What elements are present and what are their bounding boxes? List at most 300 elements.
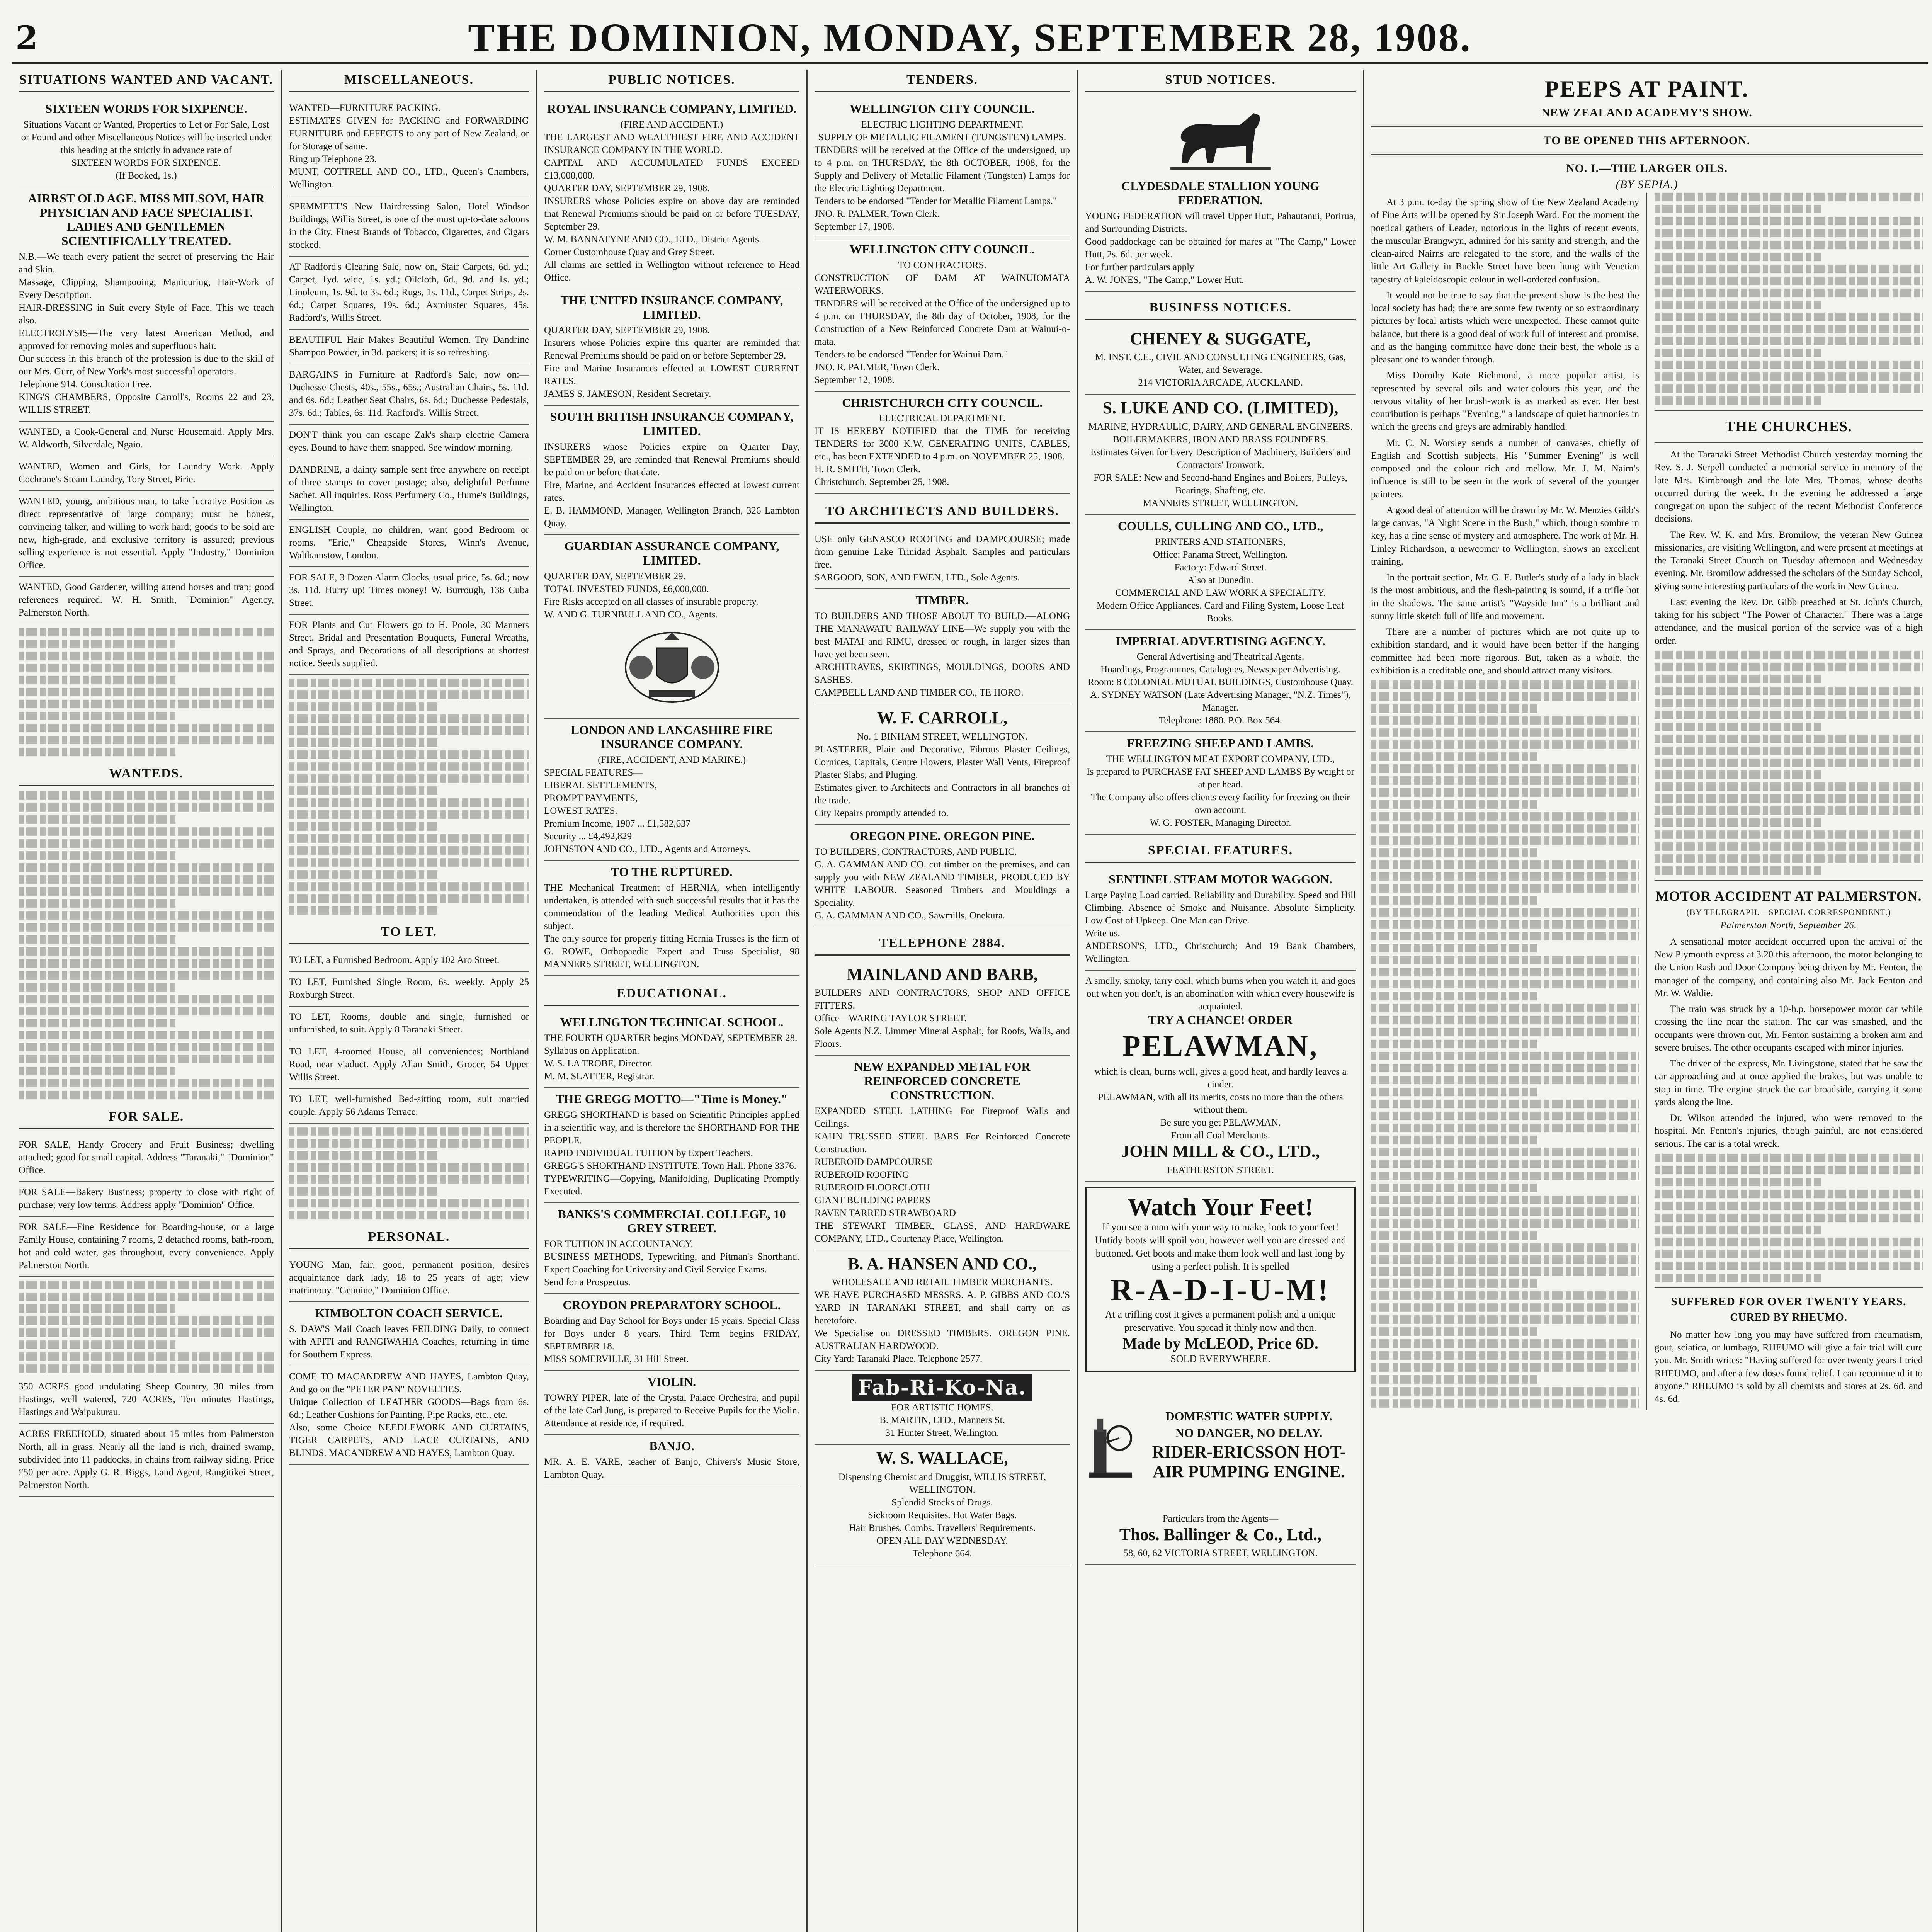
fine-print [1371,1076,1639,1084]
article-paragraph: Miss Dorothy Kate Richmond, a more popular artist, is represented by several oils and water-colours this year, and the nervous vitality of her brush-work is as marked as ever. Her best contribution is perhaps "Evening," a landscape of quiet harmonies in which the greens and greys are admirably handled. [1371,370,1639,432]
fine-print [1371,956,1639,964]
ad-body: GREGG SHORTHAND is based on Scientific Principles applied in a scientific way, and is therefore the SHORTHAND FOR THE PEOPLE. RAPID INDIVIDUAL TUITION by Expert Teachers. GREGG'S SHORTHAND INSTITUTE, Town Hall. Phone 3376. TYPEWRITING—Copying, Manifolding, Duplicating Promptly Executed. [544,1109,799,1197]
ad-royal-insurance [544,98,799,289]
ad-subtitle: No. 1 BINHAM STREET, WELLINGTON. [857,731,1028,742]
divider [1371,154,1923,155]
fine-print [289,786,438,795]
section-header-wanteds: WANTEDS. [19,763,274,786]
fine-print [19,1304,177,1313]
article-paragraph: At the Taranaki Street Methodist Church yesterday morning the Rev. S. J. Serpell conducted a memorial service in memory of the late Mrs. Kimbrough and the late Mrs. Thomas, whose deaths occurred during the week. In the evening he addressed a large congregation upon the subject of the recent Methodist Conference decisions. [1655,449,1923,524]
ad-for-sale [19,1182,274,1217]
ad-sentinel [1085,868,1356,971]
fine-print [1371,896,1537,905]
fine-print [1371,1136,1537,1144]
fine-print [1371,812,1639,821]
pump-engine-icon [1085,1385,1136,1509]
ad-body: QUARTER DAY, SEPTEMBER 29. TOTAL INVESTED FUNDS, £6,000,000. Fire Risks accepted on all classes of insurable property. W. AND G. TURNBULL AND CO., Agents. [544,571,759,620]
ad-text: TO LET, Rooms, double and single, furnished or unfurnished, to suit. Apply 8 Taranaki Street. [289,1012,529,1035]
ad-subtitle: (FIRE AND ACCIDENT.) [620,119,723,130]
section-header-special: SPECIAL FEATURES. [1085,840,1356,863]
fine-print [1655,806,1923,815]
fine-print [289,690,529,699]
fine-print [1655,747,1923,755]
fine-print [1371,908,1639,917]
fine-print [1655,241,1923,249]
fine-print [1655,384,1923,393]
ad-title: TO THE RUPTURED. [611,865,733,879]
fine-print [1655,1202,1923,1210]
masthead [12,8,1928,64]
ad-title: LONDON AND LANCASHIRE FIRE INSURANCE COMPANY. [571,723,773,751]
ad-title: CHRISTCHURCH CITY COUNCIL. [842,395,1043,410]
ad-novelties [289,1366,529,1465]
ad-wallace-chemist [815,1445,1070,1565]
ad-title: THE UNITED INSURANCE COMPANY, LIMITED. [560,293,783,321]
fine-print [19,724,274,732]
fine-print [1371,1279,1537,1288]
fine-print [19,1067,177,1075]
ad-text: BARGAINS in Furniture at Radford's Sale, now on:—Duchesse Chests, 40s., 55s., 65s.; Australian Chairs, 5s. 11d. and 6s. 6d.; Leather Seat Chairs, 6s. 6d.; Duchesse Pedestals, 37s. 6d.; Tables, 6s. 11d. Radford's, Willis Street. [289,369,529,418]
divider [1371,126,1923,127]
section-header-situations: SITUATIONS WANTED AND VACANT. [19,70,274,92]
fine-print [1655,1214,1923,1222]
fine-print [19,1352,274,1361]
fine-print [1655,361,1923,369]
fine-print [1371,1016,1639,1024]
fine-print [1371,1303,1639,1312]
ad-croydon-school [544,1294,799,1371]
fine-print [19,688,274,696]
fine-print [1655,1178,1821,1186]
fine-print [19,1007,274,1015]
ad-for-sale [19,1376,274,1424]
ad-text: FOR SALE, 3 Dozen Alarm Clocks, usual price, 5s. 6d.; now 3s. 11d. Hurry up! Times money! W. Burrough, 138 Cuba Street. [289,572,529,608]
fine-print [19,911,274,920]
fine-print [19,1055,274,1063]
fine-print [289,834,529,843]
ad-wanted [19,456,274,491]
fine-print [1371,1148,1639,1156]
ad-dandrine-sample [289,459,529,520]
ad-imperial-advertising [1085,630,1356,733]
fine-print [1371,1052,1639,1060]
ad-text: DON'T think you can escape Zak's sharp electric Camera eyes. Bound to have them snapped. See window morning. [289,430,529,453]
fine-print [1371,980,1639,988]
fine-print [1371,1315,1639,1324]
ad-title: MAINLAND AND BARB, [846,964,1038,984]
ad-text: FOR Plants and Cut Flowers go to H. Poole, 30 Manners Street. Bridal and Presentation Bouquets, Funeral Wreaths, and Sprays, and Decorations of all descriptions at shortest notice. Seeds supplied. [289,620,529,668]
fine-print [19,1079,274,1087]
radium-body: At a trifling cost it gives a permanent polish and a unique preservative. You spread it thinly now and then. [1105,1309,1336,1333]
ad-text: YOUNG Man, fair, good, permanent position, desires acquaintance dark lady, 18 to 25 years of age; view matrimony. "Genuine," Dominion Office. [289,1260,529,1296]
motor-headline: MOTOR ACCIDENT AT PALMERSTON. [1655,888,1922,904]
fine-print [289,750,529,759]
fine-print [1371,1243,1639,1252]
fine-print [1371,752,1537,761]
ad-title: ROYAL INSURANCE COMPANY, LIMITED. [547,102,797,116]
ad-technical-school [544,1011,799,1088]
ad-text: AT Radford's Clearing Sale, now on, Stair Carpets, 6d. yd.; Carpet, 1yd. wide, 1s. yd.; Oilcloth, 6d., 9d. and 1s. yd.; Linoleum, 1s. 9d. to 3s. 6d.; Rugs, 1s. 11d., Carpet Strips, 2s. 6d.; Carpet Squares, 19s. 6d.; Axminster Squares, 45s. Radford's, Willis Street. [289,262,529,323]
ad-to-let [289,1089,529,1124]
ad-text: TO LET, a Furnished Bedroom. Apply 102 Aro Street. [289,955,500,965]
fine-print [1655,217,1923,225]
ad-try: TRY A CHANCE! ORDER [1148,1012,1293,1027]
ad-body: THE WELLINGTON MEAT EXPORT COMPANY, LTD., Is prepared to PURCHASE FAT SHEEP AND LAMBS By weight or at per head. The Company also offers clients every facility for freezing on their own account. W. G. FOSTER, Managing Director. [1087,754,1354,828]
fine-print [19,803,274,812]
page-number: 2 [15,19,38,57]
fine-print [1655,830,1923,839]
ad-english-couple [289,520,529,567]
ad-intro: A smelly, smoky, tarry coal, which burns when you watch it, and goes out when you don't, is an abomination with which every housewife is acquainted. [1085,975,1356,1012]
newspaper-title: THE DOMINION, MONDAY, SEPTEMBER 28, 1908. [468,15,1472,60]
article-headline: PEEPS AT PAINT. [1544,76,1749,102]
ad-title: WELLINGTON CITY COUNCIL. [849,102,1035,116]
pump-agents: Particulars from the Agents— [1162,1513,1279,1524]
fine-print [19,1091,274,1099]
fine-print [1655,782,1923,791]
ad-title: W. S. WALLACE, [876,1449,1009,1468]
fine-print [1371,848,1537,857]
ad-address: FEATHERSTON STREET. [1167,1165,1274,1175]
fine-print [1371,944,1537,952]
ad-furniture-packing [289,98,529,196]
ad-tender-lamps [815,98,1070,238]
article-subhead: NO. I.—THE LARGER OILS. [1566,162,1728,175]
fine-print [19,839,274,848]
fine-print [1371,932,1639,940]
fine-print [1371,1387,1639,1396]
fine-print [1371,968,1639,976]
ad-united-insurance [544,289,799,406]
ad-text: SPEMMETT'S New Hairdressing Salon, Hotel Windsor Buildings, Willis Street, is one of the most up-to-date saloons in the City. Finest Brands of Tobacco, Cigarettes, and Cigars stocked. [289,201,529,250]
ad-south-british [544,406,799,535]
fine-print [289,1151,438,1160]
fine-print [1655,253,1821,261]
fine-print [1655,854,1923,863]
fine-print [289,714,529,723]
ad-body: CONSTRUCTION OF DAM AT WAINUIOMATA WATERWORKS. TENDERS will be received at the Office of the undersigned up to 4 p.m. on THURSDAY, the 8th day of October, 1908, for the Construction of a New Reinforced Concrete Dam at Wainui-o-mata. Tenders to be endorsed "Tender for Wainui Dam." JNO. R. PALMER, Town Clerk. September 12, 1908. [815,272,1070,385]
ad-text: BEAUTIFUL Hair Makes Beautiful Women. Try Dandrine Shampoo Powder, in 3d. packets; it is so refreshing. [289,335,529,358]
ad-text: WANTED—FURNITURE PACKING. ESTIMATES GIVEN for PACKING and FORWARDING FURNITURE and EFFECTS to any part of New Zealand, or for Storage of same. Ring up Telephone 23. MUNT, COTTRELL AND CO., LTD., Queen's Chambers, Wellington. [289,103,529,190]
fine-print [289,858,529,867]
ad-banks-college [544,1203,799,1294]
divider [1655,880,1923,881]
section-header-business: BUSINESS NOTICES. [1085,297,1356,320]
article-paragraph: At 3 p.m. to-day the spring show of the New Zealand Academy of Fine Arts will be opened by Sir Joseph Ward. For the moment the poetical gathers of Leader, notorious in the lights of recent events, the muscular Brangwyn, admired for his sanity and strength, and the clean-aired Nairns are relegated to the store, and the walls of the little Art Gallery in Buckle Street have been hung with Venetian tapestry of kaleidoscopic colour in well-ordered confusion. [1371,197,1639,285]
ad-fabrikona [815,1371,1070,1445]
ad-body: BUILDERS AND CONTRACTORS, SHOP AND OFFICE FITTERS. Office—WARING TAYLOR STREET. Sole Agents N.Z. Limmer Mineral Asphalt, for Roofs, Walls, and Floors. [815,988,1070,1049]
ad-text: ENGLISH Couple, no children, want good Bedroom or rooms. "Eric," Cheapside Stores, Winn's Avenue, Walthamstow, London. [289,525,529,561]
fine-print [1655,1238,1923,1246]
ad-body: FOR TUITION IN ACCOUNTANCY. BUSINESS METHODS, Typewriting, and Pitman's Shorthand. Expert Coaching for University and Civil Service Exams. Send for a Prospectus. [544,1239,799,1288]
fine-print [19,947,274,956]
fine-print [1371,716,1639,725]
fine-print [289,1187,438,1196]
ad-body: IT IS HEREBY NOTIFIED that the TIME for receiving TENDERS for 3000 K.W. GENERATING UNITS, CABLES, etc., has been EXTENDED to 4 p.m. on NOVEMBER 25, 1908. H. R. SMITH, Town Clerk. Christchurch, September 25, 1908. [815,426,1070,488]
ad-for-sale [19,1424,274,1497]
ad-body: INSURERS whose Policies expire on Quarter Day, SEPTEMBER 29, are reminded that Renewal Premiums should be paid on or before that date. Fire, Marine, and Accident Insurances effected at lowest current rates. E. B. HAMMOND, Manager, Wellington Branch, 326 Lambton Quay. [544,441,799,529]
fine-print [1371,1267,1639,1276]
fine-print [19,1364,274,1373]
fine-print [19,628,274,636]
fine-print [1655,651,1923,659]
fine-print [1371,1184,1537,1192]
fine-print [19,700,274,708]
ad-carroll [815,704,1070,825]
ad-subtitle: NO DANGER, NO DELAY. [1175,1426,1323,1440]
fine-print [1655,313,1923,321]
ad-water-supply [1085,1377,1356,1565]
ad-body: Dispensing Chemist and Druggist, WILLIS STREET, WELLINGTON. Splendid Stocks of Drugs. Sickroom Requisites. Hot Water Bags. Hair Brushes. Combs. Travellers' Requirements. OPEN ALL DAY WEDNESDAY. Telephone 664. [838,1471,1046,1559]
ad-personal [289,1255,529,1302]
fine-print [1371,728,1639,737]
fine-print [1655,1262,1923,1270]
ad-stallion [1085,98,1356,292]
article-subhead: TO BE OPENED THIS AFTERNOON. [1543,134,1750,147]
fine-print [19,652,274,660]
divider [1655,1287,1923,1288]
fine-print [1371,1219,1639,1228]
fine-print [1371,1399,1639,1408]
ad-tender-christchurch [815,392,1070,494]
ad-expanded-metal [815,1056,1070,1250]
ad-title: CROYDON PREPARATORY SCHOOL. [563,1298,781,1312]
ad-title: S. LUKE AND CO. (LIMITED), [1102,398,1338,418]
ad-title: W. F. CARROLL, [877,708,1008,728]
fine-print [19,712,177,720]
fine-print [1371,1064,1639,1072]
article-body [1371,193,1923,1410]
fine-print [1655,301,1821,309]
ad-title: SOUTH BRITISH INSURANCE COMPANY, LIMITED. [550,410,794,438]
ad-text: USE only GENASCO ROOFING and DAMPCOURSE; made from genuine Lake Trinidad Asphalt. Samples and particulars free. SARGOOD, SON, AND EWEN, LTD., Sole Agents. [815,534,1070,583]
column-situations [12,70,282,1932]
ad-mainland-barr [815,961,1070,1056]
fine-print [1655,277,1923,285]
fine-print [1655,1190,1923,1198]
ad-coulls-culling [1085,515,1356,630]
fine-print [1655,1274,1821,1282]
ad-violin [544,1371,799,1435]
watch-title: Watch Your Feet! [1128,1193,1313,1221]
fine-print [1371,788,1639,797]
ad-hair-physician [19,187,274,422]
ad-body: WE HAVE PURCHASED MESSRS. A. P. GIBBS AND CO.'S YARD IN TARANAKI STREET, and shall carry on as heretofore. We Specialise on DRESSED TIMBERS. OREGON PINE. AUSTRALIAN HARDWOOD. City Yard: Taranaki Place. Telephone 2577. [815,1290,1070,1364]
fine-print [1371,1100,1639,1108]
ad-hansen [815,1250,1070,1371]
fine-print [289,1175,529,1184]
ad-banjo [544,1435,799,1486]
ad-to-let [289,1041,529,1089]
ad-genasco [815,529,1070,589]
fine-print [1655,699,1923,707]
fine-print [1371,704,1537,713]
fine-print [289,774,529,783]
fine-print [289,894,529,903]
fine-print [19,664,274,672]
fine-print [1655,372,1923,381]
ad-camera [289,425,529,459]
fine-print [19,887,274,896]
fine-print [289,810,529,819]
fine-print [1655,289,1923,297]
ad-body: which is clean, burns well, gives a good heat, and hardly leaves a cinder. PELAWMAN, with all its merits, costs no more than the others without them. Be sure you get PELAWMAN. From all Coal Merchants. [1094,1066,1347,1141]
ad-guardian-assurance [544,535,799,719]
ad-watch-your-feet [1085,1187,1356,1372]
pump-address: 58, 60, 62 VICTORIA STREET, WELLINGTON. [1123,1548,1318,1559]
rheumo-headline: SUFFERED FOR OVER TWENTY YEARS. [1671,1295,1906,1308]
article-paragraph: Mr. C. N. Worsley sends a number of canvases, chiefly of English and Scottish subjects. His "Summer Evening" is well composed and the colour rich and mellow. Mr. J. M. Nairn's influence is still to be seen in the work of several of the younger painters. [1371,437,1639,500]
ad-text: 350 ACRES good undulating Sheep Country, 30 miles from Hastings, well watered, 720 ACRES, Ten minutes Hastings, Hastings and Waipukurau. [19,1381,274,1417]
pump-row [1085,1381,1356,1512]
ad-sign: JOHN MILL & CO., LTD., [1121,1142,1320,1161]
ad-wanted [19,491,274,577]
ad-title: TIMBER. [915,593,969,607]
ad-body: Large Paying Load carried. Reliability and Durability. Speed and Hill Climbing. Absence of Smoke and Nuisance. Absolute Simplicity. Low Cost of Upkeep. One Man can Drive. Write us. ANDERSON'S, LTD., Christchurch; And 19 Bank Chambers, Wellington. [1085,889,1356,964]
ad-title: SENTINEL STEAM MOTOR WAGGON. [1109,872,1332,886]
ad-text: FOR SALE—Bakery Business; property to close with right of purchase; very low terms. Address apply "Dominion" Office. [19,1187,274,1210]
section-header-for-sale: FOR SALE. [19,1106,274,1129]
motor-dateline: Palmerston North, September 26. [1720,920,1857,930]
fine-print [1371,824,1639,833]
fine-print [1371,1004,1639,1012]
ad-body: General Advertising and Theatrical Agents. Hoardings, Programmes, Catalogues, Newspaper Advertising. Room: 8 COLONIAL MUTUAL BUILDINGS, Customhouse Quay. A. SYDNEY WATSON (Late Advertising Manager, "N.Z. Times"), Manager. Telephone: 1880. P.O. Box 564. [1088,651,1353,726]
ad-body: EXPANDED STEEL LATHING For Fireproof Walls and Ceilings. KAHN TRUSSED STEEL BARS For Reinforced Concrete Construction. RUBEROID DAMPCOURSE RUBEROID ROOFING RUBEROID FLOORCLOTH GIANT BUILDING PAPERS RAVEN TARRED STRAWBOARD THE STEWART TIMBER, GLASS, AND HARDWARE COMPANY, LTD., Courtenay Place, Wellington. [815,1105,1070,1244]
fine-print [1655,265,1923,273]
fine-print [289,762,529,771]
fine-print [1655,1154,1923,1162]
fine-print [289,906,438,915]
rates-body: Situations Vacant or Wanted, Properties to Let or For Sale, Lost or Found and other Miscellaneous Notices will be inserted under this heading at the strictly in advance rate of SIXTEEN WORDS FOR SIXPENCE. (If Booked, 1s.) [21,119,272,181]
fine-print [1655,675,1821,683]
article-paragraph: A good deal of attention will be drawn by Mr. W. Menzies Gibb's large canvas, "A Night Scene in the Bush," which, though sombre in key, has a fine sense of mystery and atmosphere. The work of Mr. H. Linley Richardson, a newcomer to Wellington, shows an excellent training. [1371,505,1639,567]
ad-subtitle: (FIRE, ACCIDENT, AND MARINE.) [598,755,746,765]
divider [1655,442,1923,443]
ad-subtitle: TO CONTRACTORS. [898,260,986,270]
radium-maker: Made by McLEOD, Price 6D. [1122,1334,1318,1352]
ad-dandrine [289,330,529,364]
ad-clearing-sale [289,257,529,330]
fine-print [1371,1291,1639,1300]
column-public-notices [537,70,808,1932]
fine-print [289,1139,529,1148]
fine-print [1655,1166,1923,1174]
ad-body: PLASTERER, Plain and Decorative, Fibrous Plaster Ceilings, Cornices, Capitals, Centre Flowers, Plaster Wall Vents, Fireproof Plaster Slabs, and Pluging. Estimates given to Architects and Contractors in all branches of the trade. City Repairs promptly attended to. [815,744,1070,818]
fine-print [1655,687,1923,695]
fine-print [1655,842,1923,851]
article-byline: (BY SEPIA.) [1616,178,1678,191]
fine-print [19,676,177,684]
fine-print [19,995,274,1003]
fine-print [1655,229,1923,237]
fine-print [19,971,274,980]
fine-print [1655,205,1821,213]
ad-tender-dam [815,238,1070,392]
fine-print [289,882,529,891]
fine-print [19,736,274,744]
fine-print [1371,920,1639,929]
ad-text: FOR SALE, Handy Grocery and Fruit Business; dwelling attached; good for small capital. Address "Taranaki," "Dominion" Office. [19,1139,274,1175]
fine-print [19,875,274,884]
pump-name: RIDER-ERICSSON HOT-AIR PUMPING ENGINE. [1152,1442,1346,1481]
fine-print [1371,740,1639,749]
ad-gregg-shorthand [544,1088,799,1203]
fine-print [19,1316,274,1325]
ad-alarm-clocks [289,567,529,615]
ad-body: TENDERS will be received at the Office of the undersigned, up to 4 p.m. on THURSDAY, the 8th OCTOBER, 1908, for the Supply and Delivery of Metallic Filament (Tungsten) Lamps for the Electric Lighting Department. Tenders to be endorsed "Tender for Metallic Filament Lamps." JNO. R. PALMER, Town Clerk. September 17, 1908. [815,145,1070,232]
ad-text: WANTED, Women and Girls, for Laundry Work. Apply Cochrane's Steam Laundry, Tory Street, Pirie. [19,461,274,485]
ad-subtitle: ELECTRICAL DEPARTMENT. [879,413,1005,424]
ad-flowers [289,615,529,675]
fine-print [19,791,274,800]
column-miscellaneous [282,70,537,1932]
ad-title: GUARDIAN ASSURANCE COMPANY, LIMITED. [564,539,779,567]
ad-title: COULLS, CULLING AND CO., LTD., [1117,519,1323,533]
ad-text: WANTED, a Cook-General and Nurse Housemaid. Apply Mrs. W. Aldworth, Silverdale, Ngaio. [19,426,274,450]
fine-print [1655,325,1923,333]
ad-text: TO LET, Furnished Single Room, 6s. weekly. Apply 25 Roxburgh Street. [289,977,529,1000]
article-subhead: NEW ZEALAND ACADEMY'S SHOW. [1541,106,1752,119]
column-tenders [808,70,1078,1932]
ad-body: MARINE, HYDRAULIC, DAIRY, AND GENERAL ENGINEERS. BOILERMAKERS, IRON AND BRASS FOUNDERS. Estimates Given for Every Description of Machinery, Builders' and Contractors' Ironwork. FOR SALE: New and Second-hand Engines and Boilers, Pulleys, Bearings, Shafting, etc. MANNERS STREET, WELLINGTON. [1088,421,1353,509]
ad-text: FOR SALE—Fine Residence for Boarding-house, or a large Family House, containing 7 rooms, 2 detached rooms, bath-room, hot and cold water, gas throughout, every convenience. Apply Palmerston North. [19,1221,274,1270]
ad-body: M. INST. C.E., CIVIL AND CONSULTING ENGINEERS, Gas, Water, and Sewerage. 214 VICTORIA ARCADE, AUCKLAND. [1095,352,1346,388]
ad-freezing [1085,732,1356,835]
article-paragraph: In the portrait section, Mr. G. E. Butler's study of a lady in black is the most ambitious, and the flesh-painting is sound, if a trifle hot in the shadows. The same artist's "Wayside Inn" is a brilliant and sunny little sketch full of life and movement. [1371,572,1639,621]
fine-print [289,822,438,831]
fine-print [1371,1040,1537,1048]
ad-text: TO LET, well-furnished Bed-sitting room, suit married couple. Apply 56 Adams Terrace. [289,1094,529,1117]
ad-body: FOR ARTISTIC HOMES. B. MARTIN, LTD., Manners St. 31 Hunter Street, Wellington. [879,1402,1005,1439]
ad-london-lancashire [544,719,799,861]
section-header-personal: PERSONAL. [289,1226,529,1249]
article-paragraph: It would not be true to say that the present show is the best the local society has had; there are some few twenty or so extraordinary pictures by local artists which were unexpected. These cannot quite balance, but there is a good deal of work full of interest and promise, and as the hanging committee have done their best, the whole is a pleasant one to wander through. [1371,290,1639,365]
ad-title: CHENEY & SUGGATE, [1130,329,1311,348]
fine-print [1371,872,1639,881]
rates-title: SIXTEEN WORDS FOR SIXPENCE. [45,102,247,116]
fine-print [1655,770,1821,779]
ad-title: WELLINGTON CITY COUNCIL. [849,242,1035,256]
fine-print [1371,1112,1639,1120]
ad-body: SPECIAL FEATURES— LIBERAL SETTLEMENTS, PROMPT PAYMENTS, LOWEST RATES. Premium Income, 1907 ... £1,582,637 Security ... £4,492,829 JOHNSTON AND CO., LTD., Agents and Attorneys. [544,767,751,855]
ad-furniture-bargains [289,364,529,425]
fine-print [1371,692,1639,701]
fine-print [1371,1172,1639,1180]
article-paragraph: A sensational motor accident occurred upon the arrival of the New Plymouth express at 3.20 this afternoon, the motor belonging to the Union Rash and Door Company being driven by Mr. Fenton, the manager of the company, and containing also Mr. Jack Fenton and Mr. W. Waldie. [1655,936,1923,998]
ad-body: TOWRY PIPER, late of the Crystal Palace Orchestra, and pupil of the late Carl Jung, is prepared to Receive Pupils for the Violin. Attendance at residence, if required. [544,1392,799,1429]
ad-ruptured [544,861,799,976]
horse-icon [1167,105,1275,175]
fine-print [19,899,177,908]
section-header-to-let: TO LET. [289,922,529,944]
article-paragraph: The train was struck by a 10-h.p. horsepower motor car while crossing the line near the station. The car was smashed, and the occupants were thrown out, Mr. Fenton sustaining a broken arm and severe bruises. The other occupants escaped with minor injuries. [1655,1004,1923,1053]
fine-print [19,959,274,968]
ad-body: N.B.—We teach every patient the secret of preserving the Hair and Skin. Massage, Clipping, Shampooing, Manicuring, Hair-Work of Every Description. HAIR-DRESSING in Suit every Style of Face. This we teach also. ELECTROLYSIS—The very latest American Method, and approved for removing moles and superfluous hair. Our success in this branch of the profession is due to the skill of our Mrs. Gurr, of New York's most successful operators. Telephone 914. Consultation Free. KING'S CHAMBERS, Opposite Carroll's, Rooms 22 and 23, WILLIS STREET. [19,251,274,415]
fine-print [289,870,438,879]
ad-body: Boarding and Day School for Boys under 15 years. Special Class for Boys under 8 years. Third Term begins FRIDAY, SEPTEMBER 18. MISS SOMERVILLE, 31 Hill Street. [544,1315,799,1364]
fine-print [1655,759,1923,767]
fine-print [289,1199,529,1208]
pump-sign: Thos. Ballinger & Co., Ltd., [1119,1525,1322,1544]
fine-print [19,851,177,860]
fine-print [1655,1226,1821,1234]
ad-title: WELLINGTON TECHNICAL SCHOOL. [560,1015,784,1029]
fine-print [19,1019,177,1027]
ad-title: FREEZING SHEEP AND LAMBS. [1127,736,1314,750]
section-header-tenders: TENDERS. [815,70,1070,92]
ad-body: QUARTER DAY, SEPTEMBER 29, 1908. Insurers whose Policies expire this quarter are reminded that Renewal Premiums should be paid on or before September 29. Fire and Marine Insurances effected at LOWEST CURRENT RATES. JAMES S. JAMESON, Resident Secretary. [544,325,799,400]
divider [1655,410,1923,411]
